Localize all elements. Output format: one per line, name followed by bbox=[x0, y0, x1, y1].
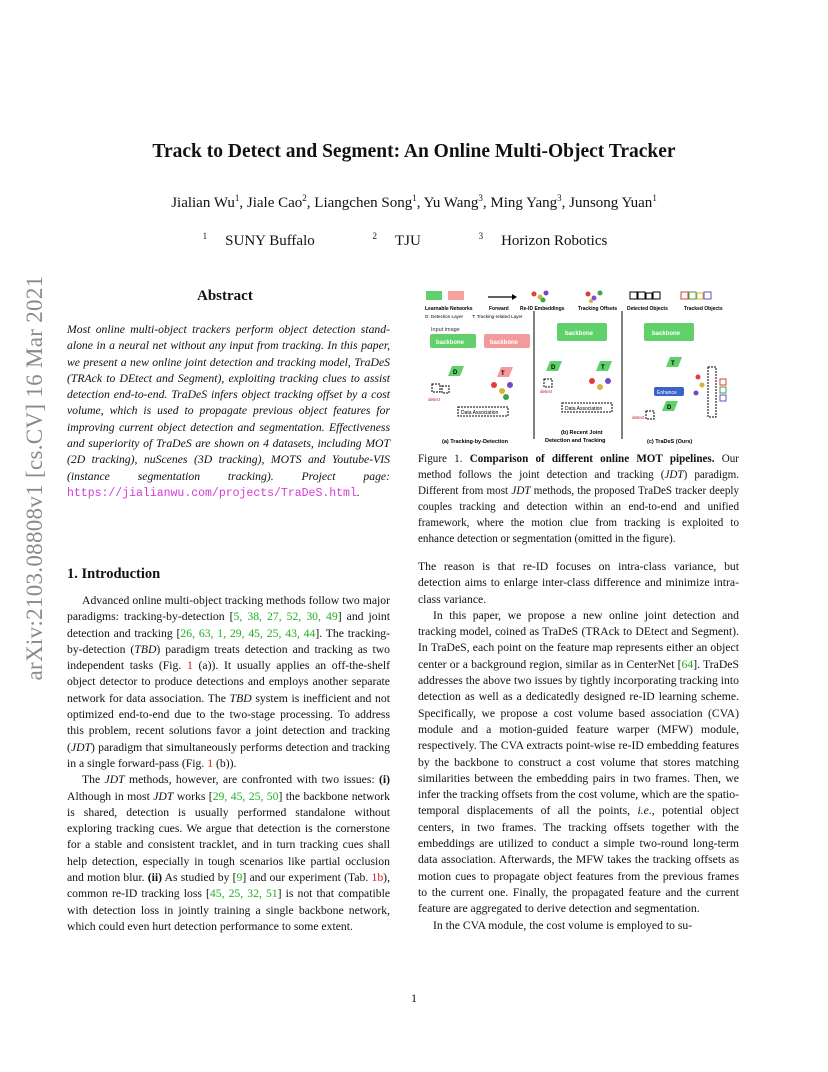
subfig-a-label: (a) Tracking-by-Detection bbox=[442, 439, 509, 445]
citation[interactable]: 29, 45, 25, 50 bbox=[212, 789, 279, 803]
citation[interactable]: 64 bbox=[681, 657, 694, 671]
svg-text:D: D bbox=[453, 370, 458, 376]
citation[interactable]: 26, 63, 1, 29, 45, 25, 43, 44 bbox=[180, 626, 316, 640]
association-box bbox=[708, 367, 716, 417]
affiliation: $^2$ TJU bbox=[372, 231, 421, 249]
project-page-link[interactable]: https://jialianwu.com/projects/TraDeS.html bbox=[67, 486, 357, 500]
subfig-b-label-2: Detection and Tracking bbox=[545, 438, 606, 444]
svg-text:Enhance: Enhance bbox=[657, 390, 677, 396]
legend-tracking-layer: T: Tracking-related Layer bbox=[472, 314, 523, 319]
legend-detection-layer: D: Detection Layer bbox=[425, 314, 464, 319]
paragraph: In this paper, we propose a new online joint detection and tracking model, coined as TraDeS (TRAck to DEtect and Segment). In TraDeS, each point on the feature map represents either an object center or a background region, similar as in CenterNet [64]. TraDeS addresses the above two issues by tightly incorporating tracking into detection as well as a dedicatedly designed re-ID learning scheme. Specifically, we propose a cost volume based association (CVA) module and a motion-guided feature warper (MFW) module, respectively. The CVA extracts point-wise re-ID embedding features by the backbone to construct a cost volume that stores matching similarities between the embedding pairs in two frames. Then, we infer the tracking offsets from the cost volume, which are the spatio-temporal displacements of all the points, i.e., potential object centers, in two frames. The tracking offsets together with the embeddings are utilized to conduct a simple two-round long-term data association. Afterwards, the MFW takes the tracking offsets as motion cues to propagate object features from the previous frames to the current one. Finally, the propagated feature and the current feature are aggregated to derive detection and segmentation. bbox=[418, 608, 740, 916]
paragraph: The JDT methods, however, are confronted with two issues: (i) Although in most JDT works [29, 45, 25, 50] the backbone network is shared, detection is usually performed standalone without exploring tracking cues. We argue that detection is the cornerstone for a stable and consistent tracklet, and in turn tracking cues shall help detection, especially in tough scenarios like partial occlusion and motion blur. (ii) As studied by [9] and our experiment (Tab. 1b), common re-ID tracking loss [45, 25, 32, 51] is not that compatible with detection loss in jointly training a single backbone network, which could even hurt detection performance to some extent. bbox=[67, 773, 391, 933]
svg-text:D: D bbox=[667, 405, 672, 411]
citation[interactable]: 45, 25, 32, 51 bbox=[209, 887, 278, 901]
paper-title: Track to Detect and Segment: An Online Multi-Object Tracker bbox=[152, 141, 676, 162]
figure-caption: Figure 1. Comparison of different online MOT pipelines. Our method follows the joint detection and tracking (JDT) paradigm. Different from most JDT methods, the proposed TraDeS tracker deeply couples tracking and detection within an end-to-end and unified framework, where the motion clue from tracking is exploited to enhance detection or segmentation (omitted in the figure). bbox=[418, 453, 739, 546]
svg-text:backbone: backbone bbox=[436, 340, 465, 346]
svg-text:backbone: backbone bbox=[652, 331, 681, 337]
figure-ref[interactable]: 1 bbox=[186, 659, 193, 673]
right-column-text bbox=[418, 559, 739, 934]
left-column-text bbox=[67, 593, 390, 935]
tracking-layer bbox=[497, 367, 513, 377]
learnable-network-swatch bbox=[426, 291, 442, 300]
svg-text:T: T bbox=[671, 361, 675, 367]
input-image-label: Input image bbox=[431, 327, 460, 333]
table-ref[interactable]: 1b bbox=[371, 871, 384, 885]
abstract-heading: Abstract bbox=[197, 288, 253, 304]
legend-detected: Detected Objects bbox=[627, 306, 668, 312]
svg-text:Data Association: Data Association bbox=[461, 410, 499, 416]
author-list: Jialian Wu$^1$, Jiale Cao$^2$, Liangchen Song$^1$, Yu Wang$^3$, Ming Yang$^3$, Junsong Yuan$^1$ bbox=[171, 193, 657, 211]
svg-text:T: T bbox=[601, 365, 605, 371]
legend-tracking-offsets: Tracking Offsets bbox=[578, 306, 618, 312]
author: Yu Wang$^3$ bbox=[423, 193, 483, 211]
svg-text:T: T bbox=[501, 371, 505, 377]
abstract-body: Most online multi-object trackers perform object detection stand-alone in a neural net without any input from tracking. In this paper, we present a new online joint detection and tracking model, TraDeS (TRAck to DEtect and Segment), exploiting tracking clues to assist detection end-to-end. TraDeS infers object tracking offset by a cost volume, which is used to propagate previous object features for improving current object detection and segmentation. Effectiveness and superiority of TraDeS are shown on 4 datasets, including MOT (2D tracking), nuScenes (3D tracking), MOTS and Youtube-VIS (instance segmentation tracking). Project page: https://jialianwu.com/projects/TraDeS.html. bbox=[67, 323, 390, 500]
subfig-b-label-1: (b) Recent Joint bbox=[561, 430, 603, 436]
page-number: 1 bbox=[411, 991, 417, 1005]
author: Junsong Yuan$^1$ bbox=[569, 193, 657, 211]
author: Ming Yang$^3$ bbox=[490, 193, 562, 211]
author: Jiale Cao$^2$ bbox=[246, 193, 307, 211]
affiliation: $^1$ SUNY Buffalo bbox=[202, 231, 315, 249]
subfig-c-label: (c) TraDeS (Ours) bbox=[647, 439, 693, 445]
figure-ref[interactable]: 1 bbox=[207, 756, 214, 770]
paragraph: Advanced online multi-object tracking methods follow two major paradigms: tracking-by-detection [5, 38, 27, 52, 30, 49] and joint detection and tracking [26, 63, 1, 29, 45, 25, 43, 44]. The tracking-by-detection (TBD) paradigm treats detection and tracking as two independent tasks (Fig. 1 (a)). It usually applies an off-the-shelf object detector to produce detections and employs another separate network for data association. The TBD system is inefficient and not optimized end-to-end due to the two-stage processing. To address this problem, recent solutions favor a joint detection and tracking (JDT) paradigm that simultaneously performs detection and tracking in a single forward-pass (Fig. 1 (b)). bbox=[67, 594, 391, 770]
paragraph: In the CVA module, the cost volume is employed to su- bbox=[433, 918, 693, 932]
learnable-network-swatch bbox=[448, 291, 464, 300]
legend-tracked: Tracked Objects bbox=[684, 306, 723, 312]
legend-forward: Forward bbox=[489, 306, 509, 312]
citation[interactable]: 9 bbox=[236, 871, 243, 885]
author: Liangchen Song$^1$ bbox=[314, 193, 417, 211]
affiliation: $^3$ Horizon Robotics bbox=[478, 231, 608, 249]
legend-reid: Re-ID Embeddings bbox=[520, 306, 565, 312]
svg-text:detect: detect bbox=[540, 389, 553, 394]
paragraph: The reason is that re-ID focuses on intra-class variance, but detection aims to enlarge inter-class difference and minimize intra-class variance. bbox=[418, 560, 739, 606]
section-heading: 1. Introduction bbox=[67, 566, 161, 582]
affiliation-list bbox=[0, 233, 828, 250]
svg-text:Data Association: Data Association bbox=[565, 406, 603, 412]
svg-text:detect: detect bbox=[428, 397, 441, 402]
svg-text:backbone: backbone bbox=[565, 331, 594, 337]
author: Jialian Wu$^1$ bbox=[171, 193, 240, 211]
citation[interactable]: 5, 38, 27, 52, 30, 49 bbox=[233, 610, 338, 624]
figure-1 bbox=[422, 289, 732, 445]
svg-text:backbone: backbone bbox=[490, 340, 519, 346]
svg-text:D: D bbox=[551, 365, 556, 371]
legend-learnable: Learnable Networks bbox=[425, 306, 473, 312]
svg-text:detect: detect bbox=[632, 415, 645, 420]
arxiv-stamp: arXiv:2103.08808v1 [cs.CV] 16 Mar 2021 bbox=[22, 275, 47, 681]
